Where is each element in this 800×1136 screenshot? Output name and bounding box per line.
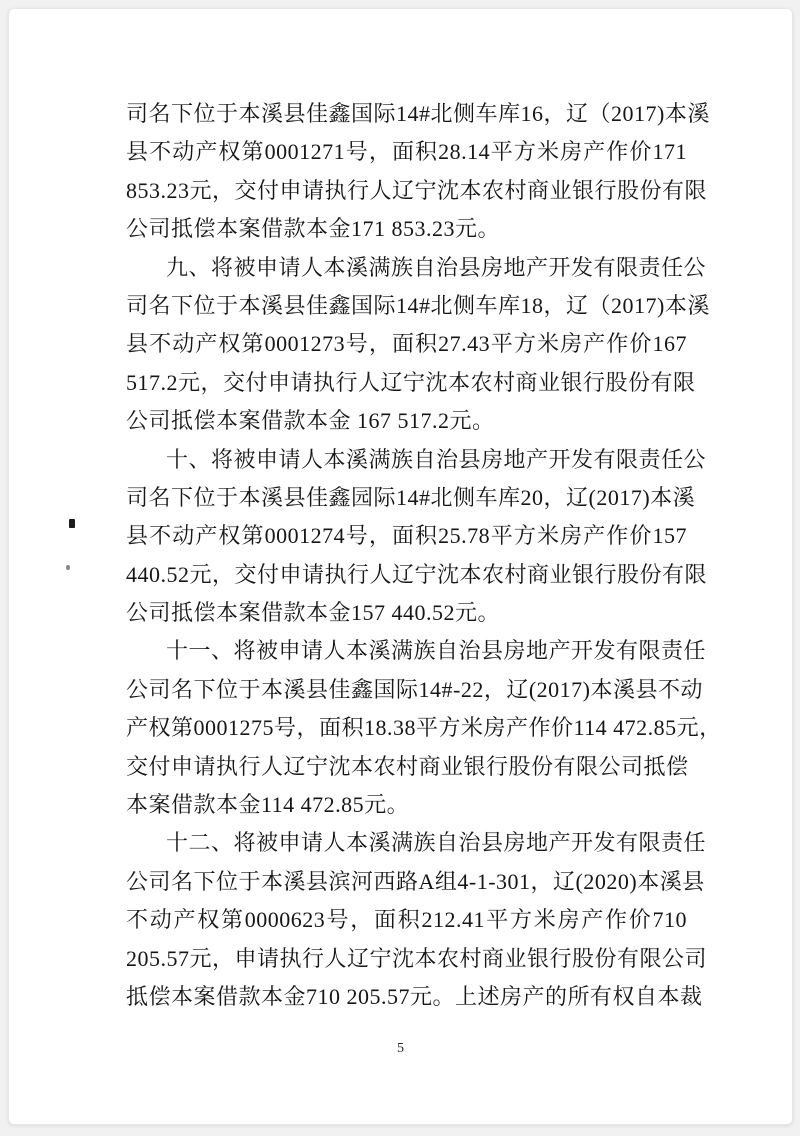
text-line: 十二、将被申请人本溪满族自治县房地产开发有限责任 [166,830,707,856]
paragraph-item-12 [126,824,708,1016]
text-line: 公司抵偿本案借款本金 167 517.2元。 [126,408,495,434]
text-line: 抵偿本案借款本金710 205.57元。上述房产的所有权自本裁 [126,983,703,1009]
paragraph-item-11 [126,632,722,824]
text-line: 517.2元，交付申请执行人辽宁沈本农村商业银行股份有限 [126,369,696,395]
ink-speck [66,565,70,570]
text-line: 公司名下位于本溪县滨河西路A组4-1-301，辽(2020)本溪县 [126,868,705,894]
text-line: 205.57元，申请执行人辽宁沈本农村商业银行股份有限公司 [126,945,708,971]
ink-speck [69,519,75,528]
text-line: 县不动产权第0001271号，面积28.14平方米房产作价171 [126,139,687,165]
text-line: 九、将被申请人本溪满族自治县房地产开发有限责任公 [166,254,707,280]
text-line: 本案借款本金114 472.85元。 [126,792,410,818]
text-line: 司名下位于本溪县佳鑫国际14#北侧车库16，辽（2017)本溪 [126,101,710,126]
paragraph-item-9 [126,249,710,441]
text-line: 十一、将被申请人本溪满族自治县房地产开发有限责任 [166,638,707,664]
text-line: 440.52元，交付申请执行人辽宁沈本农村商业银行股份有限 [126,561,708,587]
text-line: 县不动产权第0001273号，面积27.43平方米房产作价167 [126,331,687,357]
text-line: 公司抵偿本案借款本金157 440.52元。 [126,600,501,626]
text-line: 产权第0001275号，面积18.38平方米房产作价114 472.85元， [126,715,722,741]
paragraph-item-10 [126,441,708,633]
text-line: 十、将被申请人本溪满族自治县房地产开发有限责任公 [166,446,707,472]
paragraph-continuation [126,95,710,249]
page-number: 5 [397,1041,404,1056]
document-page [8,8,793,1125]
text-line: 司名下位于本溪县佳鑫国际14#北侧车库18，辽（2017)本溪 [126,292,710,318]
document-body [126,95,722,1016]
text-line: 公司抵偿本案借款本金171 853.23元。 [126,216,501,242]
text-line: 不动产权第0000623号，面积212.41平方米房产作价710 [126,907,687,933]
text-line: 县不动产权第0001274号，面积25.78平方米房产作价157 [126,523,687,549]
text-line: 公司名下位于本溪县佳鑫国际14#-22，辽(2017)本溪县不动 [126,676,703,702]
text-line: 司名下位于本溪县佳鑫园际14#北侧车库20，辽(2017)本溪 [126,484,696,510]
text-line: 交付申请执行人辽宁沈本农村商业银行股份有限公司抵偿 [126,753,689,779]
text-line: 853.23元，交付申请执行人辽宁沈本农村商业银行股份有限 [126,177,708,203]
